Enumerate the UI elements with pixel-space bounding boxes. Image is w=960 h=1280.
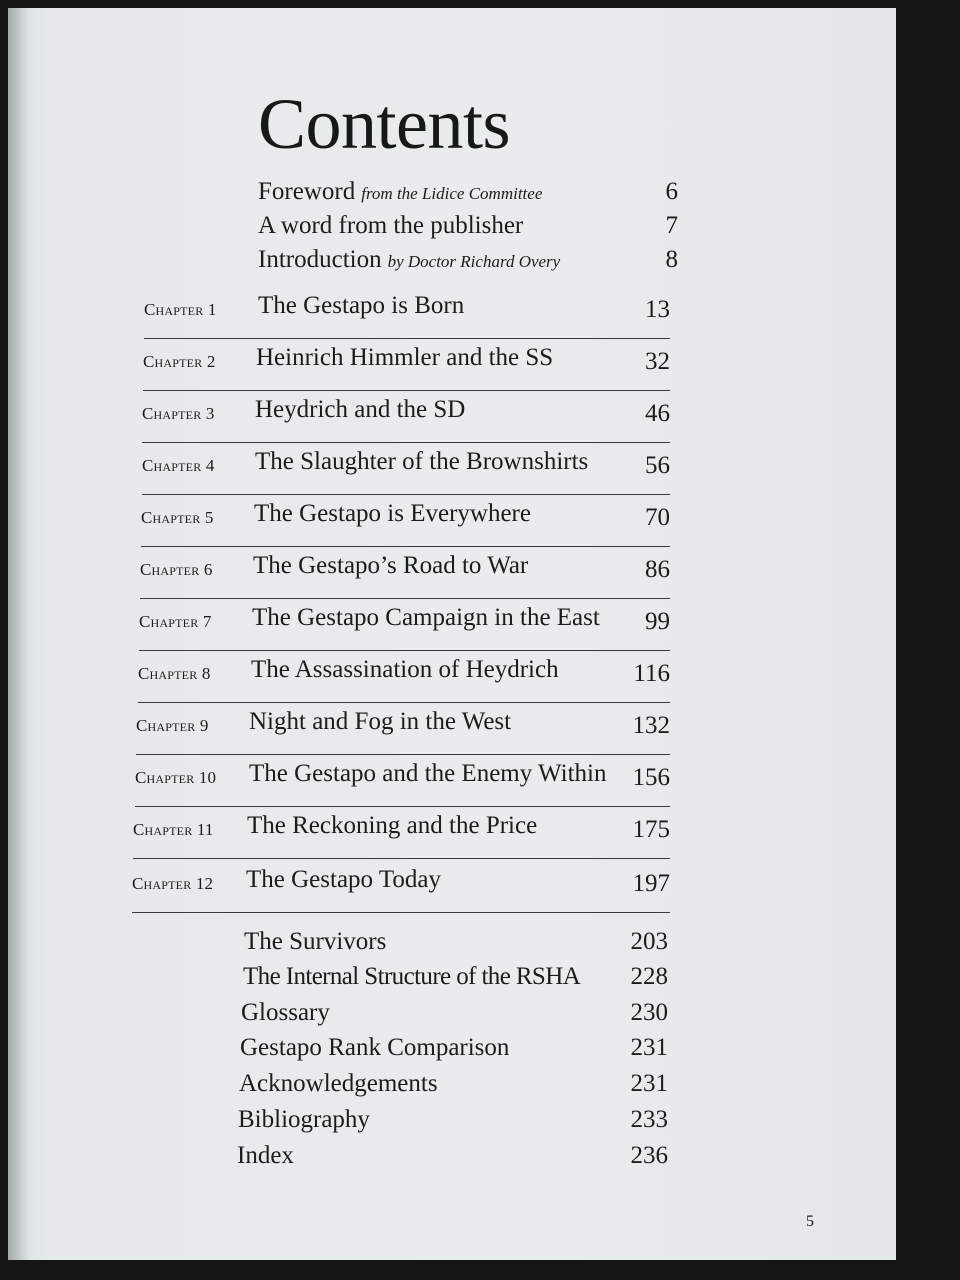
page-title: Contents (258, 84, 511, 164)
back-matter-title: The Survivors (244, 928, 387, 955)
back-matter-page: 203 (630, 928, 668, 955)
back-matter-item (240, 1030, 668, 1066)
page-number: 5 (806, 1213, 814, 1230)
front-matter-item (258, 244, 678, 276)
chapter-title: The Gestapo and the Enemy Within (249, 760, 607, 787)
back-matter-item (241, 995, 668, 1031)
book-page (8, 8, 896, 1260)
back-matter-item (237, 1138, 668, 1174)
back-matter-item (244, 924, 668, 960)
gutter-shadow (8, 8, 30, 1260)
front-matter-item (258, 210, 678, 242)
chapter-label: Chapter 8 (138, 664, 211, 683)
back-matter-page: 231 (630, 1070, 668, 1097)
back-matter-page: 236 (630, 1142, 668, 1169)
chapter-row (133, 806, 670, 859)
chapter-page: 156 (632, 764, 670, 791)
chapter-label: Chapter 11 (133, 820, 214, 839)
back-matter-item (239, 1066, 668, 1102)
chapter-label: Chapter 3 (142, 404, 215, 423)
back-matter-item (243, 959, 668, 995)
front-matter-subtitle: from the Lidice Committee (361, 184, 543, 203)
front-matter-page: 7 (665, 212, 678, 239)
chapter-title: The Gestapo is Everywhere (254, 500, 531, 527)
back-matter-title: Glossary (241, 999, 330, 1026)
front-matter-title: Foreword (258, 178, 356, 205)
chapter-row (139, 598, 670, 651)
chapter-row (143, 338, 670, 391)
front-matter-subtitle: by Doctor Richard Overy (387, 252, 561, 271)
back-matter-title: Bibliography (238, 1106, 370, 1133)
chapter-page: 46 (645, 400, 670, 427)
front-matter-page: 6 (665, 178, 678, 205)
chapter-title: Heydrich and the SD (255, 396, 466, 423)
chapter-page: 56 (645, 452, 670, 479)
chapter-label: Chapter 12 (132, 874, 214, 893)
front-matter-item (258, 176, 678, 208)
chapter-page: 86 (645, 556, 670, 583)
chapter-title: The Slaughter of the Brownshirts (255, 448, 589, 475)
back-matter-page: 231 (630, 1034, 668, 1061)
chapter-label: Chapter 5 (141, 508, 214, 527)
front-matter-page: 8 (665, 246, 678, 273)
chapter-row (140, 546, 670, 599)
front-matter-title: Introduction (258, 246, 382, 273)
back-matter-page: 230 (630, 999, 668, 1026)
chapter-row (141, 494, 670, 547)
chapter-label: Chapter 7 (139, 612, 212, 631)
chapter-title: The Reckoning and the Price (247, 812, 538, 839)
chapter-title: The Gestapo is Born (258, 292, 465, 319)
back-matter-item (238, 1102, 668, 1138)
chapter-label: Chapter 6 (140, 560, 213, 579)
chapter-label: Chapter 4 (142, 456, 215, 475)
chapter-row (132, 860, 670, 913)
chapter-page: 99 (645, 608, 670, 635)
chapter-page: 116 (633, 660, 670, 687)
chapter-page: 13 (645, 296, 670, 323)
chapter-label: Chapter 10 (135, 768, 217, 787)
chapter-title: Heinrich Himmler and the SS (256, 344, 554, 371)
chapter-page: 197 (632, 870, 670, 897)
back-matter-page: 233 (630, 1106, 668, 1133)
chapter-title: The Assassination of Heydrich (251, 656, 559, 683)
back-matter-title: Index (237, 1142, 294, 1169)
chapter-row (135, 754, 670, 807)
chapter-page: 70 (645, 504, 670, 531)
chapter-page: 32 (645, 348, 670, 375)
chapter-page: 132 (632, 712, 670, 739)
back-matter-title: Acknowledgements (239, 1070, 438, 1097)
chapter-title: The Gestapo Today (246, 866, 441, 893)
back-matter-title: Gestapo Rank Comparison (240, 1034, 510, 1061)
chapter-row (138, 650, 670, 703)
chapter-label: Chapter 9 (136, 716, 209, 735)
chapter-row (136, 702, 670, 755)
chapter-row (142, 442, 670, 495)
chapter-title: The Gestapo Campaign in the East (252, 604, 600, 631)
chapter-title: The Gestapo’s Road to War (253, 552, 529, 579)
chapter-title: Night and Fog in the West (249, 708, 512, 735)
chapter-label: Chapter 2 (143, 352, 216, 371)
chapter-label: Chapter 1 (144, 300, 217, 319)
back-matter-title: The Internal Structure of the RSHA (243, 963, 581, 990)
back-matter-page: 228 (630, 963, 668, 990)
chapter-page: 175 (632, 816, 670, 843)
chapter-row (144, 286, 670, 339)
front-matter-title: A word from the publisher (258, 212, 524, 239)
chapter-row (142, 390, 670, 443)
